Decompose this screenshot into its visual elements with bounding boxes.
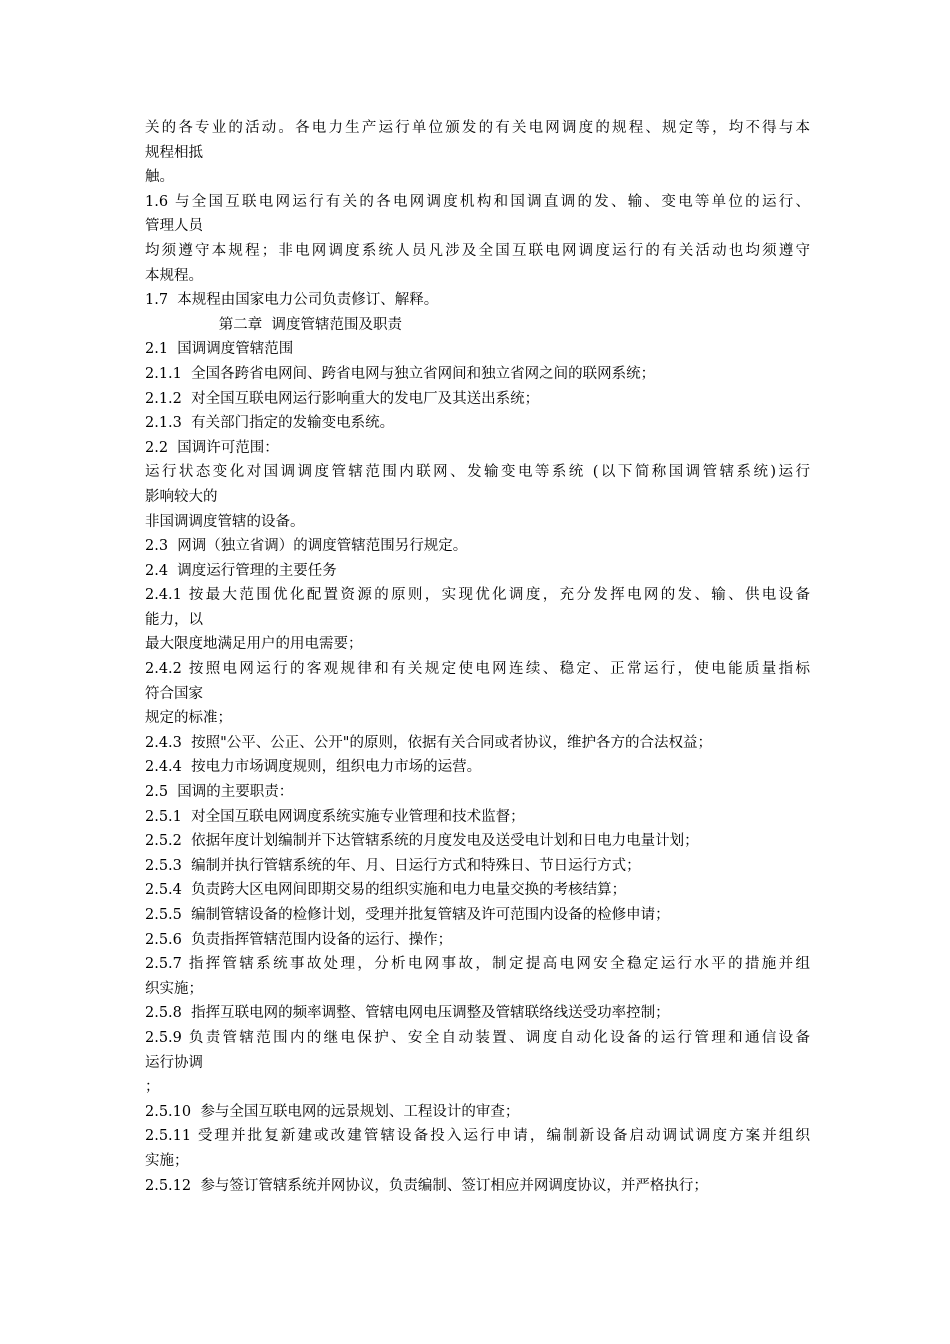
text-line: 规定的标准；: [145, 710, 232, 727]
text-line: 2.5.7 指挥管辖系统事故处理，分析电网事故，制定提高电网安全稳定运行水平的措施并组: [145, 956, 810, 973]
text-line: 2.4 调度运行管理的主要任务: [145, 562, 337, 579]
document-page: [145, 116, 810, 1198]
text-line: 第二章 调度管辖范围及职责: [145, 316, 402, 333]
text-line: 2.2 国调许可范围：: [145, 439, 279, 456]
text-line: 规程相抵: [145, 144, 203, 161]
text-line: 2.5.12 参与签订管辖系统并网协议，负责编制、签订相应并网调度协议，并严格执行；: [145, 1177, 708, 1194]
text-line: 2.1.2 对全国互联电网运行影响重大的发电厂及其送出系统；: [145, 390, 540, 407]
text-line: 2.1.1 全国各跨省电网间、跨省电网与独立省网间和独立省网之间的联网系统；: [145, 365, 656, 382]
text-line: 2.4.4 按电力市场调度规则，组织电力市场的运营。: [145, 759, 482, 776]
text-line: 管理人员: [145, 218, 203, 235]
text-line: 非国调调度管辖的设备。: [145, 513, 305, 530]
text-line: ；: [145, 1079, 160, 1096]
text-line: 实施；: [145, 1152, 189, 1169]
text-line: 2.5 国调的主要职责：: [145, 784, 294, 801]
text-line: 1.7 本规程由国家电力公司负责修订、解释。: [145, 292, 439, 309]
text-line: 运行协调: [145, 1054, 203, 1071]
text-line: 2.1.3 有关部门指定的发输变电系统。: [145, 415, 395, 432]
text-line: 2.5.1 对全国互联电网调度系统实施专业管理和技术监督；: [145, 808, 525, 825]
text-line: 触。: [145, 169, 174, 186]
text-line: 2.5.3 编制并执行管辖系统的年、月、日运行方式和特殊日、节日运行方式；: [145, 857, 641, 874]
text-line: 2.5.5 编制管辖设备的检修计划，受理并批复管辖及许可范围内设备的检修申请；: [145, 907, 670, 923]
text-line: 运行状态变化对国调调度管辖范围内联网、发输变电等系统 (以下简称国调管辖系统)运行: [145, 464, 810, 481]
text-line: 2.5.9 负责管辖范围内的继电保护、安全自动装置、调度自动化设备的运行管理和通信设备: [145, 1029, 810, 1046]
text-line: 影响较大的: [145, 488, 218, 505]
text-line: 关的各专业的活动。各电力生产运行单位颁发的有关电网调度的规程、规定等，均不得与本: [145, 120, 810, 136]
text-line: 2.4.1 按最大范围优化配置资源的原则，实现优化调度，充分发挥电网的发、输、供电设备: [145, 587, 810, 604]
text-line: 均须遵守本规程；非电网调度系统人员凡涉及全国互联电网调度运行的有关活动也均须遵守: [145, 242, 810, 259]
text-line: 2.5.6 负责指挥管辖范围内设备的运行、操作；: [145, 931, 453, 948]
text-line: 2.4.3 按照"公平、公正、公开"的原则，依据有关合同或者协议，维护各方的合法权益；: [145, 734, 712, 751]
text-line: 最大限度地满足用户的用电需要；: [145, 636, 363, 653]
text-line: 织实施；: [145, 980, 203, 997]
text-line: 2.4.2 按照电网运行的客观规律和有关规定使电网连续、稳定、正常运行，使电能质量指标: [145, 661, 810, 678]
text-line: 2.5.10 参与全国互联电网的远景规划、工程设计的审查；: [145, 1103, 520, 1120]
text-line: 2.5.2 依据年度计划编制并下达管辖系统的月度发电及送受电计划和日电力电量计划；: [145, 833, 699, 850]
text-line: 2.5.11 受理并批复新建或改建管辖设备投入运行申请，编制新设备启动调试调度方案并组织: [145, 1128, 810, 1145]
text-line: 本规程。: [145, 267, 203, 284]
text-line: 能力，以: [145, 611, 203, 628]
text-line: 2.1 国调调度管辖范围: [145, 341, 294, 358]
text-line: 1.6 与全国互联电网运行有关的各电网调度机构和国调直调的发、输、变电等单位的运行、: [145, 193, 810, 210]
text-line: 2.3 网调（独立省调）的调度管辖范围另行规定。: [145, 538, 468, 555]
text-line: 符合国家: [145, 685, 203, 702]
text-line: 2.5.4 负责跨大区电网间即期交易的组织实施和电力电量交换的考核结算；: [145, 882, 627, 899]
text-line: 2.5.8 指挥互联电网的频率调整、管辖电网电压调整及管辖联络线送受功率控制；: [145, 1005, 670, 1022]
